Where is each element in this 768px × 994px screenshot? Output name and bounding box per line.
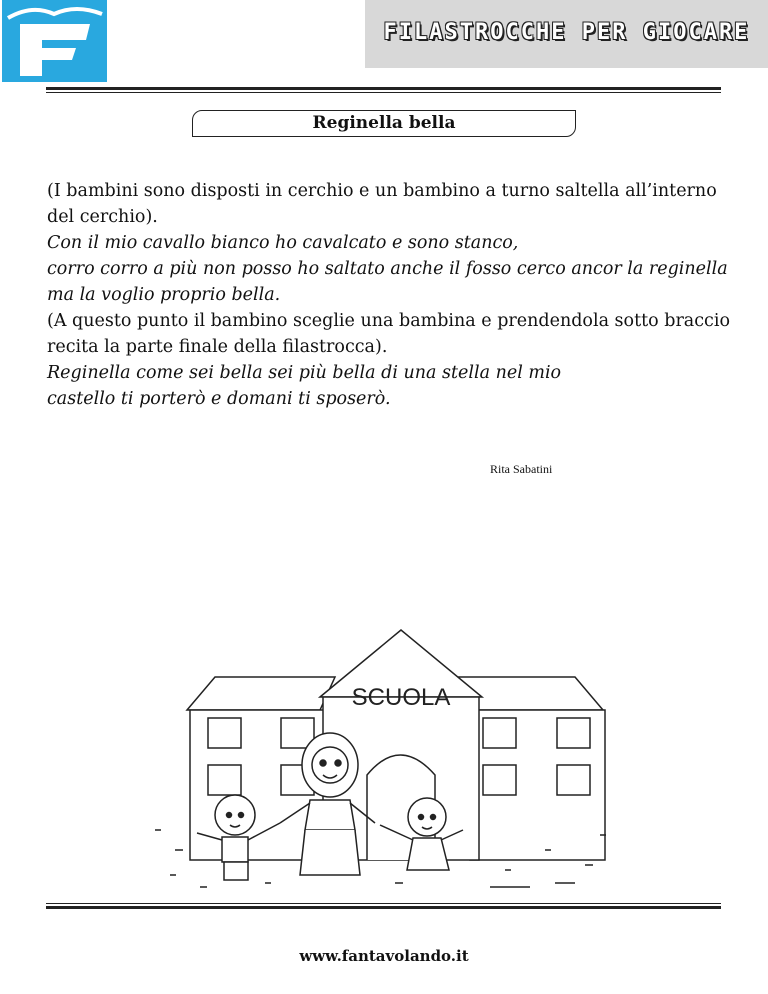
top-rule-thick (46, 87, 721, 90)
school-sign: SCUOLA (351, 684, 451, 711)
verse-line: Reginella come sei bella sei più bella di una stella nel mio castello ti porterò e domani ti sposerò. (47, 363, 562, 409)
poem-title: Reginella bella (192, 110, 576, 137)
verse-line: Con il mio cavallo bianco ho cavalcato e sono stanco, (47, 233, 519, 253)
poem-body (47, 178, 737, 412)
instruction-line: (A questo punto il bambino sceglie una bambina e prendendola sotto braccio recita la parte finale della filastrocca). (47, 311, 730, 357)
verse-line: corro corro a più non posso ho saltato anche il fosso cerco ancor la reginella ma la voglio proprio bella. (47, 259, 728, 305)
school-illustration (145, 625, 625, 900)
author-name: Rita Sabatini (490, 462, 553, 476)
fantavolando-logo (2, 0, 107, 82)
instruction-line: (I bambini sono disposti in cerchio e un bambino a turno saltella all’interno del cerchio). (47, 181, 717, 227)
website-link[interactable]: www.fantavolando.it (299, 947, 469, 965)
top-rule-thin (46, 92, 721, 93)
header-title: FILASTROCCHE PER GIOCARE (383, 20, 750, 45)
bottom-rule-thin (46, 903, 721, 904)
header-banner (365, 0, 768, 68)
bottom-rule-thick (46, 906, 721, 909)
